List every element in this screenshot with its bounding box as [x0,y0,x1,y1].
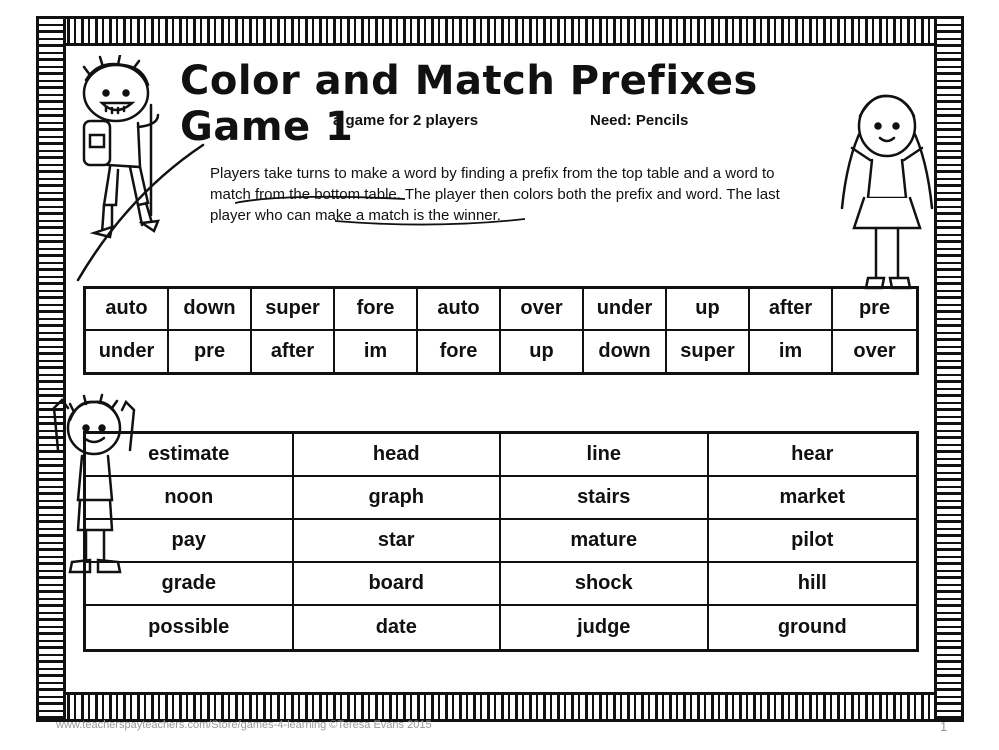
materials-note: Need: Pencils [590,112,689,129]
word-cell: date [294,606,502,649]
players-note: a game for 2 players [333,112,479,129]
word-cell: pay [86,520,294,563]
decorative-border-left [36,16,66,722]
prefix-cell: after [252,331,335,373]
prefix-cell: fore [418,331,501,373]
word-cell: pilot [709,520,917,563]
word-cell: noon [86,477,294,520]
word-cell: stairs [501,477,709,520]
prefix-cell: up [501,331,584,373]
prefix-cell: im [335,331,418,373]
word-cell: graph [294,477,502,520]
prefix-table [83,286,919,375]
word-cell: hear [709,434,917,477]
word-cell: estimate [86,434,294,477]
prefix-cell: under [584,289,667,331]
word-cell: market [709,477,917,520]
word-table [83,431,919,652]
word-cell: judge [501,606,709,649]
prefix-cell: pre [833,289,916,331]
prefix-cell: down [169,289,252,331]
prefix-cell: over [501,289,584,331]
prefix-cell: down [584,331,667,373]
word-cell: hill [709,563,917,606]
word-cell: head [294,434,502,477]
prefix-cell: pre [169,331,252,373]
word-cell: mature [501,520,709,563]
word-cell: star [294,520,502,563]
word-cell: board [294,563,502,606]
prefix-cell: up [667,289,750,331]
word-cell: line [501,434,709,477]
word-cell: possible [86,606,294,649]
prefix-cell: super [667,331,750,373]
prefix-cell: under [86,331,169,373]
footer-credit: www.teacherspayteachers.com/Store/games-4-learning ©Teresa Evans 2015 [56,719,432,731]
prefix-cell: auto [86,289,169,331]
word-cell: shock [501,563,709,606]
instructions-text: Players take turns to make a word by finding a prefix from the top table and a word to match from the bottom table. The player then colors both the prefix and word. The last player who can make a match is the winner. [210,165,780,224]
prefix-cell: auto [418,289,501,331]
page-number: 1 [940,719,948,734]
prefix-cell: super [252,289,335,331]
prefix-cell: over [853,339,896,362]
word-cell: grade [86,563,294,606]
page-title: Color and Match Prefixes Game 1 [180,58,758,150]
word-cell: ground [777,616,847,638]
prefix-cell: fore [335,289,418,331]
scribble-marks [235,185,535,230]
prefix-cell: after [750,289,833,331]
prefix-cell: im [750,331,833,373]
